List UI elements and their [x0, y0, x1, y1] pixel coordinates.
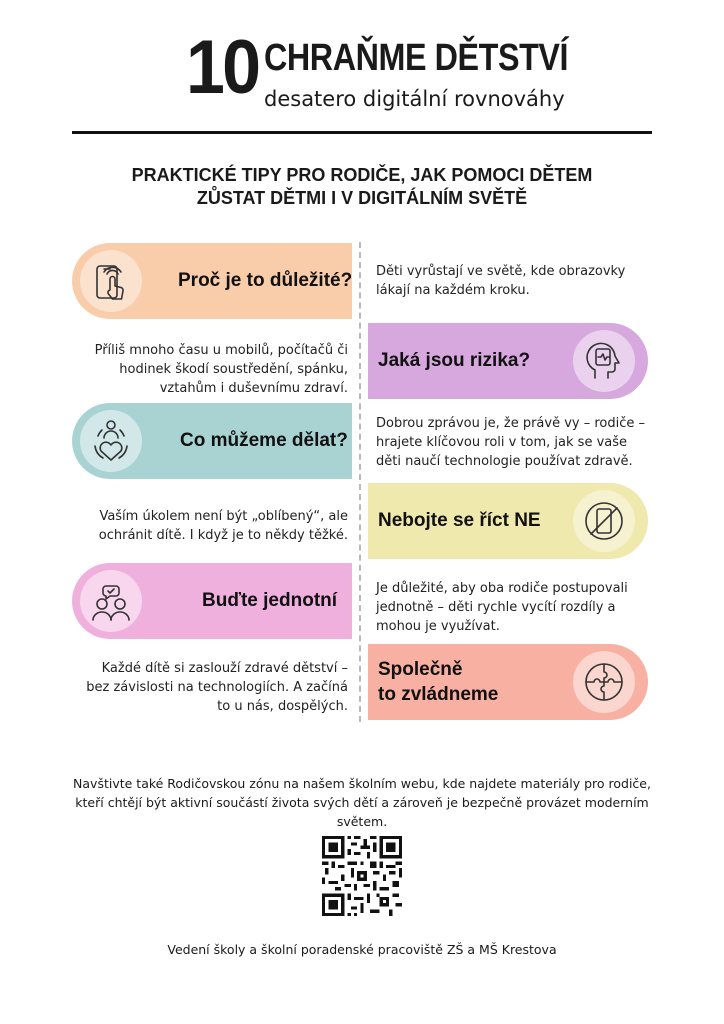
text-what-we-can-do: Dobrou zprávou je, že právě vy – rodiče – hrajete klíčovou roli v tom, jak se vaše děti naučí technologie používat zdravě. — [376, 416, 646, 469]
footer-text: Navštivte také Rodičovskou zónu na našem školním webu, kde najdete materiály pro rodiče, kteří chtějí být aktivní součástí života svých dětí a zároveň je bezpečně provázet moderním světem. — [73, 776, 651, 829]
text-be-united: Je důležité, aby oba rodiče postupovali jednotně – děti rychle vycítí rozdíly a mohou je využívat. — [376, 581, 628, 634]
pill-label: Jaká jsou rizika? — [378, 350, 531, 371]
phone-touch-icon — [80, 250, 142, 312]
pill-label: Proč je to důležité? — [178, 270, 353, 291]
puzzle-icon — [573, 651, 635, 713]
tips-heading — [72, 164, 652, 210]
center-dashed-divider — [359, 242, 361, 722]
head-brain-icon — [573, 330, 635, 392]
family-heart-icon — [80, 410, 142, 472]
pill-label: Buďte jednotní — [202, 590, 338, 611]
pill-what-we-can-do — [72, 403, 352, 479]
pill-label — [378, 657, 498, 707]
two-people-icon — [80, 570, 142, 632]
pill-label-line1: Společně — [378, 659, 463, 680]
pill-say-no — [368, 483, 648, 559]
pill-why-important — [72, 243, 352, 319]
page-title: CHRAŇME DĚTSTVÍ — [264, 37, 569, 79]
pill-risks — [368, 323, 648, 399]
text-risks: Příliš mnoho času u mobilů, počítačů či hodinek škodí soustředění, spánku, vztahům i duševnímu zdraví. — [94, 343, 348, 396]
tips-heading-line2: ZŮSTAT DĚTMI I V DIGITÁLNÍM SVĚTĚ — [196, 188, 528, 208]
header-number: 10 — [186, 25, 259, 110]
pill-label: Nebojte se říct NE — [378, 510, 541, 531]
no-phone-icon — [573, 490, 635, 552]
header-divider — [72, 131, 652, 134]
tips-heading-line1: PRAKTICKÉ TIPY PRO RODIČE, JAK POMOCI DĚTEM — [131, 165, 593, 185]
page-subtitle: desatero digitální rovnováhy — [264, 87, 565, 111]
qr-code-icon[interactable] — [322, 836, 402, 916]
text-say-no: Vaším úkolem není být „oblíbený“, ale ochránit dítě. I když je to někdy těžké. — [98, 509, 348, 543]
pill-together — [368, 644, 648, 720]
text-why-important: Děti vyrůstají ve světě, kde obrazovky lákají na každém kroku. — [376, 264, 626, 298]
credit-line: Vedení školy a školní poradenské pracoviště ZŠ a MŠ Krestova — [167, 942, 557, 957]
pill-label: Co můžeme dělat? — [180, 430, 348, 451]
pill-be-united — [72, 563, 352, 639]
text-together: Každé dítě si zaslouží zdravé dětství – bez závislosti na technologiích. A začíná to u nás, dospělých. — [86, 661, 348, 714]
pill-label-line2: to zvládneme — [378, 684, 499, 705]
